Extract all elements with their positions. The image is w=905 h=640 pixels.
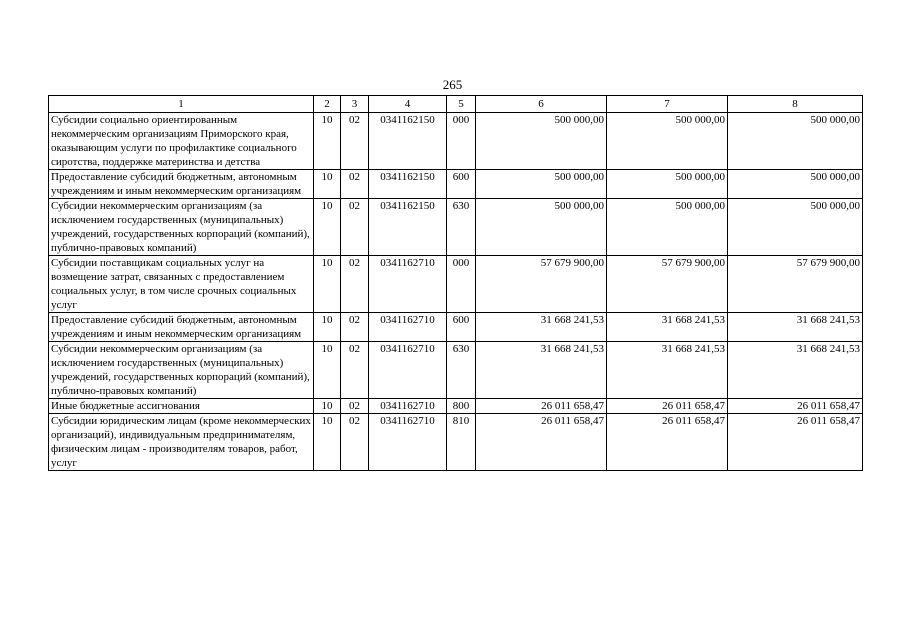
target-article-code: 0341162150 xyxy=(369,113,447,170)
expense-type-code: 000 xyxy=(447,256,476,313)
section-code: 10 xyxy=(314,342,341,399)
amount-col-7: 31 668 241,53 xyxy=(607,342,728,399)
amount-col-7: 57 679 900,00 xyxy=(607,256,728,313)
subsection-code: 02 xyxy=(341,313,369,342)
expense-type-code: 000 xyxy=(447,113,476,170)
table-row xyxy=(49,256,863,313)
section-code: 10 xyxy=(314,256,341,313)
section-code: 10 xyxy=(314,170,341,199)
column-header: 6 xyxy=(476,96,607,113)
expense-type-code: 600 xyxy=(447,170,476,199)
row-name: Субсидии социально ориентированным некоммерческим организациям Приморского края, оказывающим услуги по профилактике социального сиротства, поддержке материнства и детства xyxy=(49,113,314,170)
table-row xyxy=(49,399,863,414)
column-header: 1 xyxy=(49,96,314,113)
row-name: Субсидии некоммерческим организациям (за исключением государственных (муниципальных) учреждений, государственных корпораций (компаний), публично-правовых компаний) xyxy=(49,199,314,256)
table-row xyxy=(49,170,863,199)
target-article-code: 0341162710 xyxy=(369,399,447,414)
expense-type-code: 630 xyxy=(447,342,476,399)
expense-type-code: 810 xyxy=(447,414,476,471)
amount-col-6: 500 000,00 xyxy=(476,199,607,256)
amount-col-6: 500 000,00 xyxy=(476,170,607,199)
amount-col-8: 26 011 658,47 xyxy=(728,414,863,471)
target-article-code: 0341162710 xyxy=(369,256,447,313)
table-row xyxy=(49,414,863,471)
section-code: 10 xyxy=(314,399,341,414)
amount-col-8: 57 679 900,00 xyxy=(728,256,863,313)
target-article-code: 0341162710 xyxy=(369,313,447,342)
amount-col-8: 31 668 241,53 xyxy=(728,342,863,399)
amount-col-6: 57 679 900,00 xyxy=(476,256,607,313)
column-header: 8 xyxy=(728,96,863,113)
row-name: Субсидии некоммерческим организациям (за исключением государственных (муниципальных) учреждений, государственных корпораций (компаний), публично-правовых компаний) xyxy=(49,342,314,399)
table-row xyxy=(49,342,863,399)
table-row xyxy=(49,199,863,256)
amount-col-8: 500 000,00 xyxy=(728,199,863,256)
amount-col-6: 31 668 241,53 xyxy=(476,342,607,399)
page-number: 265 xyxy=(442,77,463,92)
amount-col-7: 31 668 241,53 xyxy=(607,313,728,342)
row-name: Предоставление субсидий бюджетным, автономным учреждениям и иным некоммерческим организациям xyxy=(49,313,314,342)
amount-col-8: 500 000,00 xyxy=(728,170,863,199)
target-article-code: 0341162150 xyxy=(369,199,447,256)
amount-col-8: 31 668 241,53 xyxy=(728,313,863,342)
subsection-code: 02 xyxy=(341,342,369,399)
amount-col-7: 500 000,00 xyxy=(607,170,728,199)
subsection-code: 02 xyxy=(341,414,369,471)
target-article-code: 0341162710 xyxy=(369,342,447,399)
subsection-code: 02 xyxy=(341,399,369,414)
subsection-code: 02 xyxy=(341,170,369,199)
expense-type-code: 600 xyxy=(447,313,476,342)
budget-table xyxy=(48,95,863,471)
section-code: 10 xyxy=(314,313,341,342)
column-header: 2 xyxy=(314,96,341,113)
row-name: Иные бюджетные ассигнования xyxy=(49,399,314,414)
expense-type-code: 630 xyxy=(447,199,476,256)
amount-col-7: 500 000,00 xyxy=(607,113,728,170)
row-name: Предоставление субсидий бюджетным, автономным учреждениям и иным некоммерческим организациям xyxy=(49,170,314,199)
section-code: 10 xyxy=(314,199,341,256)
amount-col-6: 500 000,00 xyxy=(476,113,607,170)
section-code: 10 xyxy=(314,113,341,170)
column-header: 4 xyxy=(369,96,447,113)
amount-col-7: 26 011 658,47 xyxy=(607,414,728,471)
row-name: Субсидии юридическим лицам (кроме некоммерческих организаций), индивидуальным предпринимателям, физическим лицам - производителям товаров, работ, услуг xyxy=(49,414,314,471)
amount-col-7: 26 011 658,47 xyxy=(607,399,728,414)
amount-col-6: 26 011 658,47 xyxy=(476,414,607,471)
expense-type-code: 800 xyxy=(447,399,476,414)
amount-col-8: 500 000,00 xyxy=(728,113,863,170)
subsection-code: 02 xyxy=(341,256,369,313)
target-article-code: 0341162150 xyxy=(369,170,447,199)
subsection-code: 02 xyxy=(341,199,369,256)
column-header: 5 xyxy=(447,96,476,113)
section-code: 10 xyxy=(314,414,341,471)
subsection-code: 02 xyxy=(341,113,369,170)
column-header: 3 xyxy=(341,96,369,113)
amount-col-6: 26 011 658,47 xyxy=(476,399,607,414)
table-row xyxy=(49,113,863,170)
row-name: Субсидии поставщикам социальных услуг на возмещение затрат, связанных с предоставлением социальных услуг, в том числе срочных социальных услуг xyxy=(49,256,314,313)
column-header: 7 xyxy=(607,96,728,113)
header-row xyxy=(49,96,863,113)
amount-col-8: 26 011 658,47 xyxy=(728,399,863,414)
target-article-code: 0341162710 xyxy=(369,414,447,471)
table-row xyxy=(49,313,863,342)
amount-col-6: 31 668 241,53 xyxy=(476,313,607,342)
amount-col-7: 500 000,00 xyxy=(607,199,728,256)
